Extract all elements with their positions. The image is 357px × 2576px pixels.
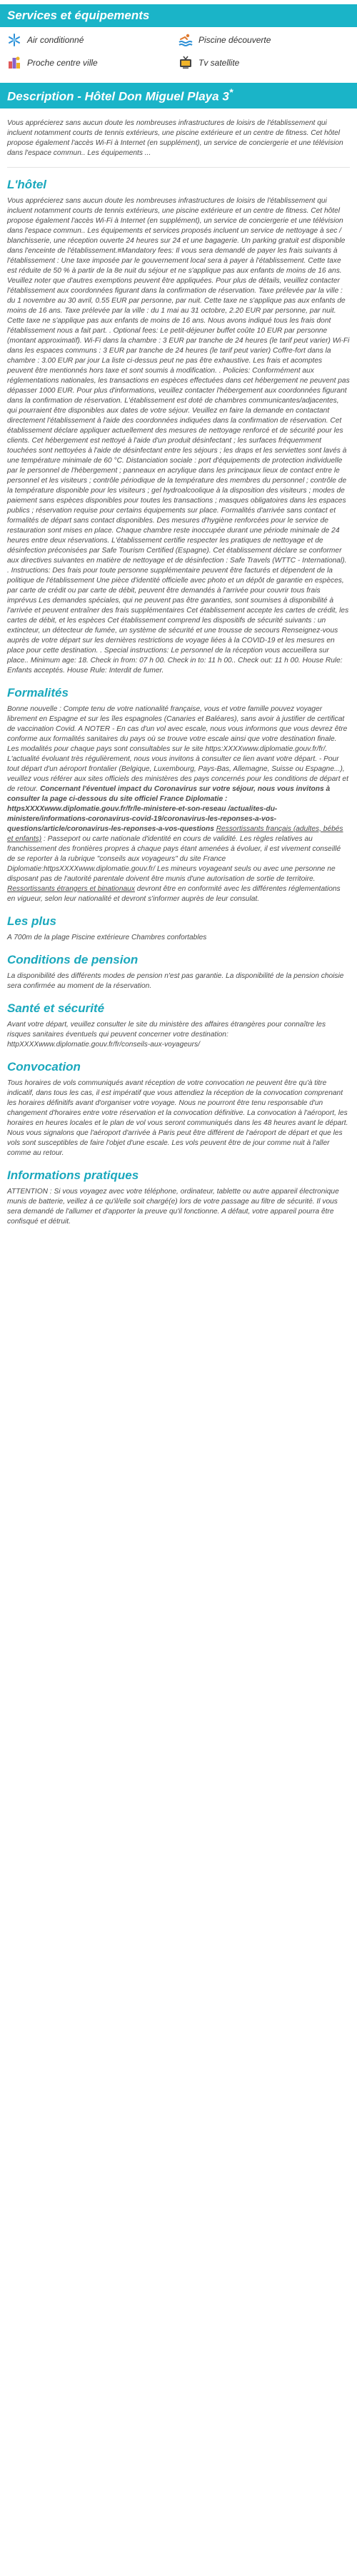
convocation-section-title: Convocation <box>7 1059 81 1074</box>
city-icon <box>7 56 21 70</box>
description-banner <box>0 83 357 108</box>
pension-text: La disponibilité des différents modes de pension n'est pas garantie. La disponibilité de la pension choisie sera confirmée au moment de la réservation. <box>7 971 344 990</box>
pension-section-title: Conditions de pension <box>7 952 139 966</box>
description-title: Description - Hôtel Don Miguel Playa 3 <box>7 89 229 103</box>
convocation-text: Tous horaires de vols communiqués avant réception de votre convocation ne peuvent être qu'à titre indicatif, dans tous les cas, il est impératif que vous attendiez la réception de la convocation comprenant les horaires définitifs avant d'organiser votre voyage. Nous ne pourront être tenu responsable d'un changement d'horaires entre votre réservation et la convocation définitive. La convocation à l'aéroport, les horaires en heures locales et le plan de vol vous seront communiqués dans les 48 heures avant le départ. Nous vous signalons que l'aéroport d'arrivée à Paris peut être différent de l'aéroport de départ et que les vols sont susceptibles de faire l'objet d'une escale. Les vols peuvent être de jour comme nuit à l'aller comme au retour. <box>7 1079 348 1157</box>
formalites-text-3: devront être en conformité avec les différentes réglementations en vigueur, selon leur nationalité et devront s'informer auprès de leur consulat. <box>7 884 341 903</box>
formalites-text <box>0 704 357 904</box>
sante-text: Avant votre départ, veuillez consulter le site du ministère des affaires étrangères pour connaître les risques sanitaires éventuels qui peuvent concerner votre destination: httpXXXXwww.diplomatie.gouv.fr/fr/conseils-aux-voyageurs/ <box>7 1020 326 1049</box>
formalites-text-1: Bonne nouvelle : Compte tenu de votre nationalité française, vous et votre famille pouvez voyager librement en Espagne et sur les îles espagnoles (Canaries et Baléares), sans avoir à justifier de certificat de vaccination Covid. A NOTER - En cas d'un vol avec escale, nous vous informons que vous devrez être conforme aux formalités sanitaires du pays où se trouve votre escale ainsi que votre destination finale. Les modalités pour chaque pays sont consultables sur le site https:XXXXwww.diplomatie.gouv.fr/fr/. L'actualité évoluant très régulièrement, nous vous invitons à consulter ce lien avant votre départ. - Pour tout départ d'un aéroport frontalier (Belgique, Luxembourg, Pays-Bas, Allemagne, Suisse ou Espagne...), veuillez vous référer aux sites officiels des ministères des pays concernés pour les conditions de départ et de retour. <box>7 704 348 793</box>
services-grid <box>0 30 357 76</box>
infos-section-title: Informations pratiques <box>7 1168 139 1182</box>
formalites-covid-notice: Concernant l'éventuel impact du Coronavirus sur votre séjour, nous vous invitons à consulter la page ci-dessous du site officiel France Diplomatie : httpsXXXXwww.diplomatie.gouv.fr/fr/le-ministere-et-son-reseau /actualites-du-ministere/informations-coronavirus-covid-19/coronavirus-les-reponses-a-vos-questions/article/coronavirus-les-reponses-a-vos-questions <box>7 784 331 833</box>
star-rating: * <box>228 87 233 99</box>
hotel-section-title: L'hôtel <box>7 177 47 191</box>
snowflake-icon <box>7 33 21 47</box>
service-air-conditioning <box>7 33 178 47</box>
hotel-description: Vous apprécierez sans aucun doute les nombreuses infrastructures de loisirs de l'établissement qui incluent notamment courts de tennis extérieurs, une piscine extérieure et un centre de fitness. Cet hôtel propose également l'accès Wi-Fi à Internet (en supplément), un service de conciergerie et une télévision dans l'espace commun.. Les équipements et services proposés incluent un service de nettoyage à sec / blanchisserie, une réception ouverte 24 heures sur 24 et une bagagerie. Un parking gratuit est disponible dans l'enceinte de l'établissement.#Mandatory fees: Il vous sera demandé de payer les frais suivants à l'établissement : Une taxe imposée par le gouvernement local sera à payer à l'établissement. Cette taxe est réduite de 50 % à partir de la 8e nuit du séjour et ne s'applique pas aux enfants de moins de 16 ans. Veuillez noter que d'autres exemptions peuvent être appliquées. Pour plus de détails, veuillez contacter l'établissement aux coordonnées figurant dans la confirmation de réservation. Taxe prélevée par la ville : du 1 novembre au 30 avril, 0.55 EUR par personne, par nuit. Cette taxe ne s'applique pas aux enfants de moins de 16 ans. Taxe prélevée par la ville : du 1 mai au 31 octobre, 2.20 EUR par personne, par nuit. Cette taxe ne s'applique pas aux enfants de moins de 16 ans. Nous avons indiqué tous les frais dont l'établissement nous a fait part. . Optional fees: Le petit-déjeuner buffet coûte 10 EUR par personne (montant approximatif). Wi-Fi dans la chambre : 3 EUR par tranche de 24 heures (le tarif peut varier) Wi-Fi dans les espaces communs : 3 EUR par tranche de 24 heures (le tarif peut varier) Coffre-fort dans la chambre : 3.00 EUR par jour La liste ci-dessus peut ne pas être exhaustive. Les frais et acomptes peuvent être mentionnés hors taxe et sont soumis à modification. . Policies: Conformément aux réglementations nationales, les transactions en espèces effectuées dans cet hébergement ne peuvent pas dépasser 1000 EUR. Pour plus d'informations, veuillez contacter l'hébergement aux coordonnées figurant dans la confirmation de réservation. L'établissement est doté de chambres communicantes/adjacentes, qui pourraient être disponibles aux dates de votre séjour. Veuillez en faire la demande en contactant directement l'établissement à l'aide des coordonnées indiquées dans la confirmation de réservation. Cet établissement déclare appliquer actuellement des mesures de nettoyage renforcé et de sécurité pour les clients. Cet hébergement est nettoyé à l'aide d'un produit désinfectant ; les surfaces fréquemment touchées sont nettoyées à l'aide de désinfectant entre les séjours ; les draps et les serviettes sont lavés à une température minimale de 60 °C. Distanciation sociale : port d'équipements de protection individuelle par le personnel de l'hébergement ; panneaux en acrylique dans les principaux lieux de contact entre le personnel et les visiteurs ; contrôle périodique de la température des membres du personnel ; contrôle de la température disponible pour les visiteurs ; gel hydroalcoolique à la disposition des visiteurs ; modes de paiement sans espèces disponibles pour toutes les transactions ; masques obligatoires dans les espaces publics ; réservation requise pour certains équipements sur place. Formalités d'arrivée sans contact et formalités de départ sans contact disponibles. Des mesures d'hygiène renforcées pour le service de restauration sont mises en place. Chaque chambre reste inoccupée durant une période minimale de 24 heures entre deux réservations. L'établissement certifie respecter les pratiques de nettoyage et de désinfection préconisées par Safe Tourism Certified (Espagne). Cet établissement déclare se conformer aux directives suivantes en matière de nettoyage et de désinfection : Safe Travels (WTTC - International). . Instructions: Des frais pour toute personne supplémentaire peuvent être facturés et dépendent de la politique de l'établissement Une pièce d'identité officielle avec photo et un dépôt de garantie en espèces, par carte de crédit ou par carte de débit, peuvent être demandés à l'arrivée pour couvrir tous frais imprévus Les demandes spéciales, qui ne peuvent pas être garanties, sont soumises à disponibilité à l'arrivée et peuvent entraîner des frais supplémentaires Cet établissement accepte les cartes de crédit, les cartes de débit, et les espèces Cet établissement comprend les dispositifs de sécurité suivants : un extincteur, un détecteur de fumée, un système de sécurité et une trousse de secours Renseignez-vous auprès de votre départ sur les dernières restrictions de voyage liées à la COVID-19 et les mesures en place pour cette destination. . Special instructions: Le personnel de la réception vous accueillera sur place.. Minimum age: 18. Check in from: 07 h 00. Check in to: 11 h 00.. Check out: 11 h 00. House Rule: Enfants acceptés. House Rule: Interdit de fumer. <box>7 196 350 675</box>
service-label: Tv satellite <box>198 58 240 68</box>
infos-text: ATTENTION : Si vous voyagez avec votre téléphone, ordinateur, tablette ou autre appareil électronique munis de batterie, veillez à ce qu'il/elle soit chargé(e) lors de votre passage au filtre de sécurité. Il vous sera demandé de l'allumer et d'apporter la preuve qu'il fonctionne. A défaut, votre appareil pourra être confisqué et détruit. <box>7 1187 339 1226</box>
foreign-nationals-link[interactable]: Ressortissants étrangers et binationaux <box>7 884 135 893</box>
formalites-section-title: Formalités <box>7 685 69 699</box>
service-city-center <box>7 56 178 70</box>
service-satellite-tv <box>178 56 350 70</box>
formalites-text-2: : Passeport ou carte nationale d'identité en cours de validité. Les règles relatives au franchissement des frontières propres à chaque pays étant amenées à évoluer, il est vivement conseillé de se reporter à la rubrique "conseils aux voyageurs" du site France Diplomatie:httpsXXXXwww.diplomatie.gouv.fr/ Les mineurs voyageant seuls ou avec une personne ne disposant pas de l'autorité parentale doivent être munis d'une autorisation de sortie de territoire. <box>7 834 341 883</box>
service-label: Air conditionné <box>27 35 84 45</box>
service-label: Proche centre ville <box>27 58 98 68</box>
service-label: Piscine découverte <box>198 35 271 45</box>
services-title: Services et équipements <box>7 9 150 22</box>
plus-section-title: Les plus <box>7 914 56 928</box>
french-nationals-link[interactable]: Ressortissants français (adultes, bébés et enfants) <box>7 824 343 843</box>
description-intro: Vous apprécierez sans aucun doute les nombreuses infrastructures de loisirs de l'établissement qui incluent notamment courts de tennis extérieurs, une piscine extérieure et un centre de fitness. Cet hôtel propose également l'accès Wi-Fi à Internet (en supplément), un service de conciergerie et une télévision dans l'espace commun.. Les équipements ... <box>7 118 343 157</box>
services-banner <box>0 4 357 27</box>
plus-text: A 700m de la plage Piscine extérieure Chambres confortables <box>7 933 207 941</box>
service-pool <box>178 33 350 47</box>
sante-section-title: Santé et sécurité <box>7 1001 105 1015</box>
pool-icon <box>178 33 193 47</box>
tv-icon <box>178 56 193 70</box>
